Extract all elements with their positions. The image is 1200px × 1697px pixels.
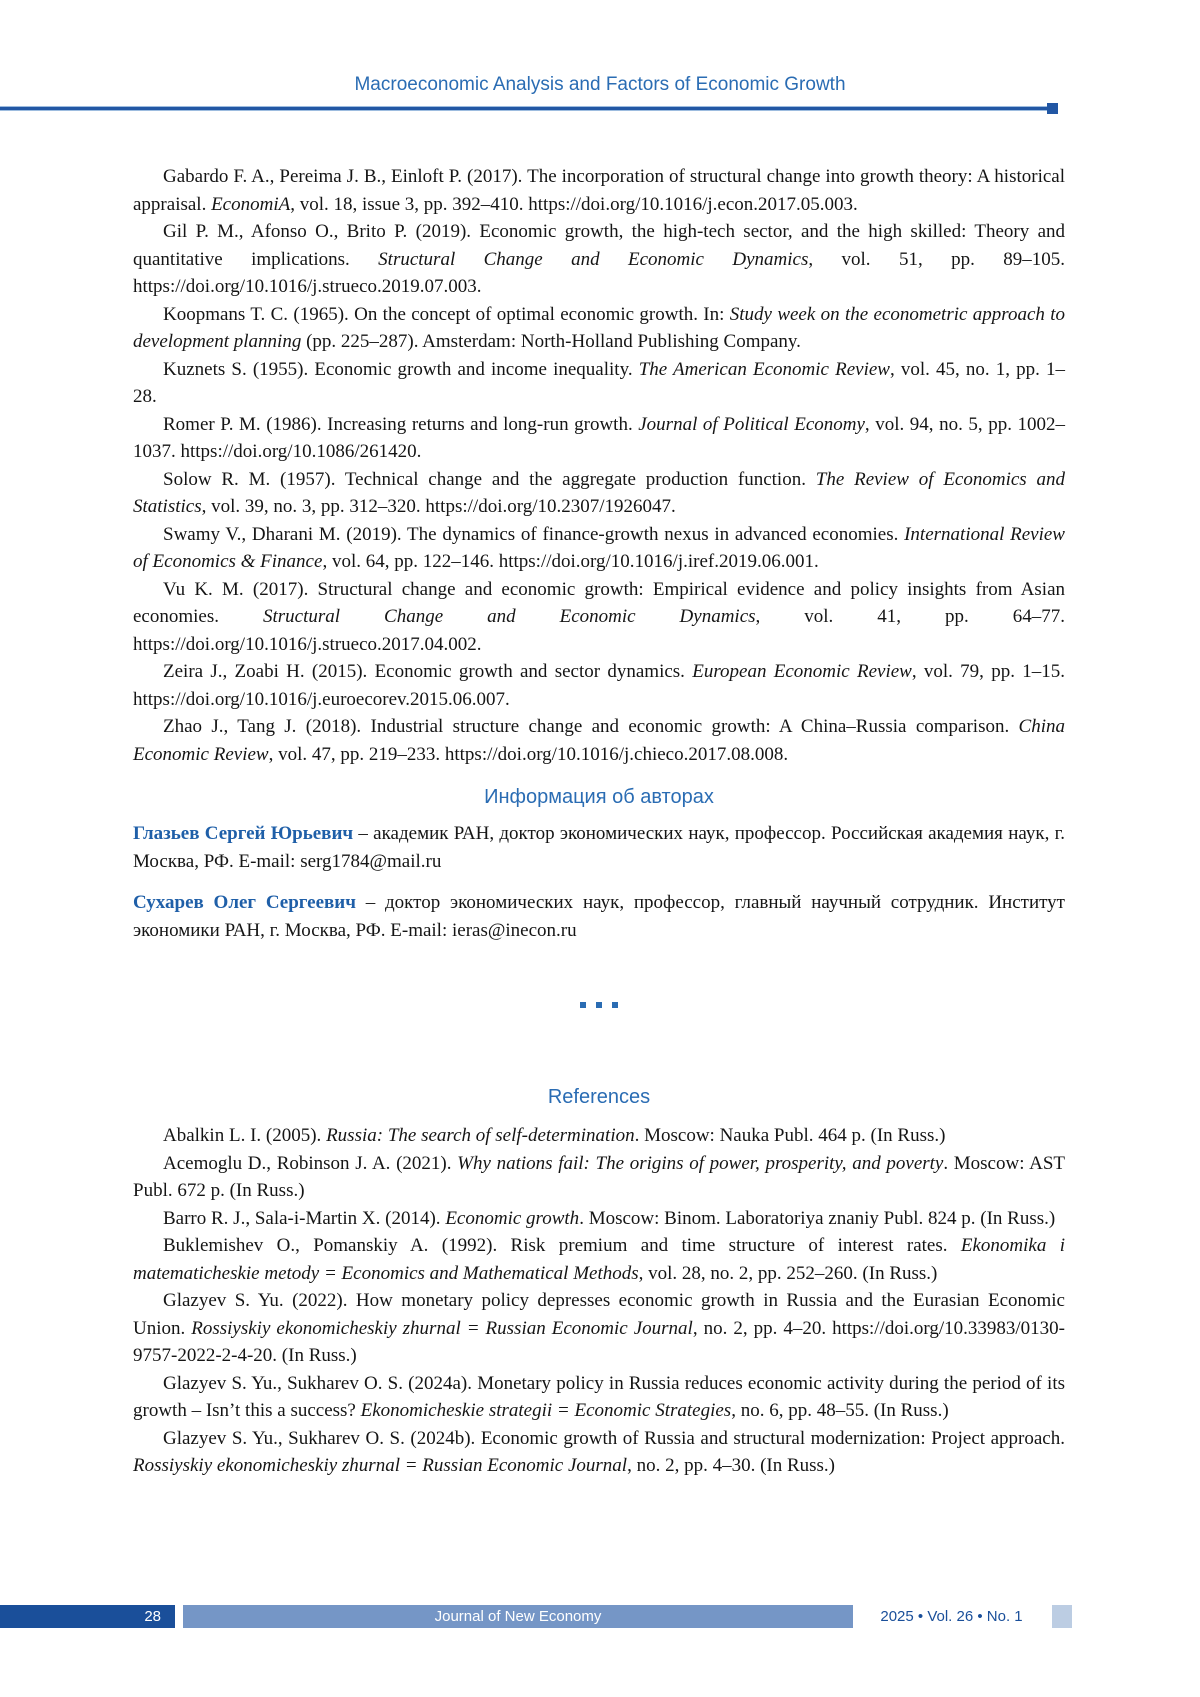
reference-source-italic: Structural Change and Economic Dynamics [378, 248, 809, 270]
reference-source-italic: Study week on the econometric approach to development planning [133, 303, 1066, 352]
separator-square-icon [612, 1002, 618, 1008]
reference-item: Gil P. M., Afonso O., Brito P. (2019). Economic growth, the high-tech sector, and the high skilled: Theory and quantitative implications. Structural Change and Economic Dynamics, vol. 51, pp. 89–105. https://doi.org/10.1016/j.strueco.2019.07.003. [133, 221, 1065, 297]
running-head [0, 0, 1200, 111]
reference-source-italic: Economic growth [445, 1207, 580, 1229]
reference-source-italic: European Economic Review [692, 661, 912, 682]
reference-source-italic: Journal of Political Economy [638, 413, 865, 435]
reference-item: Vu K. M. (2017). Structural change and economic growth: Empirical evidence and policy insights from Asian economies. Structural Change and Economic Dynamics, vol. 41, pp. 64–77. https://doi.org/10.1016/j.strueco.2017.04.002. [133, 578, 1065, 655]
reference-item: Zeira J., Zoabi H. (2015). Economic growth and sector dynamics. European Economic Review, vol. 79, pp. 1–15. https://doi.org/10.1016/j.euroecorev.2015.06.007. [133, 661, 1066, 710]
reference-item: Glazyev S. Yu., Sukharev O. S. (2024b). Economic growth of Russia and structural modernization: Project approach. Rossiyskiy ekonomicheskiy zhurnal = Russian Economic Journal, no. 2, pp. 4–30. (In Russ.) [133, 1427, 1065, 1476]
running-head-title: Macroeconomic Analysis and Factors of Economic Growth [354, 74, 846, 95]
reference-source-italic: The Review of Economics and Statistics [133, 468, 1065, 517]
author-name: Сухарев Олег Сергеевич [133, 892, 356, 913]
author-info: Глазьев Сергей Юрьевич – академик РАН, доктор экономических наук, профессор. Российская академия наук, г. Москва, РФ. E-mail: serg1784@mail.ru [133, 823, 1065, 872]
journal-name: Journal of New Economy [434, 1608, 602, 1625]
reference-item: Glazyev S. Yu. (2022). How monetary policy depresses economic growth in Russia and the Eurasian Economic Union. Rossiyskiy ekonomicheskiy zhurnal = Russian Economic Journal, no. 2, pp. 4–20. https://doi.org/10.33983/0130-9757-2022-2-4-20. (In Russ.) [133, 1290, 1065, 1366]
reference-source-italic: Rossiyskiy ekonomicheskiy zhurnal = Russian Economic Journal [133, 1455, 628, 1476]
reference-source-italic: The American Economic Review [638, 358, 890, 380]
page-number: 28 [144, 1608, 161, 1625]
author-name: Глазьев Сергей Юрьевич [133, 823, 354, 844]
reference-item: Acemoglu D., Robinson J. A. (2021). Why nations fail: The origins of power, prosperity, and poverty. Moscow: AST Publ. 672 p. (In Russ.) [133, 1152, 1066, 1201]
reference-item: Abalkin L. I. (2005). Russia: The search of self-determination. Moscow: Nauka Publ. 464 p. (In Russ.) [163, 1125, 946, 1146]
reference-source-italic: Ekonomika i matematicheskie metody = Economics and Mathematical Methods [133, 1235, 1065, 1284]
reference-item: Buklemishev O., Pomanskiy A. (1992). Risk premium and time structure of interest rates. Ekonomika i matematicheskie metody = Economics and Mathematical Methods, vol. 28, no. 2, pp. 252–260. (In Russ.) [133, 1235, 1065, 1284]
reference-item: Koopmans T. C. (1965). On the concept of optimal economic growth. In: Study week on the econometric approach to development planning (pp. 225–287). Amsterdam: North-Holland Publishing Company. [133, 303, 1066, 352]
reference-item: Barro R. J., Sala-i-Martin X. (2014). Economic growth. Moscow: Binom. Laboratoriya znaniy Publ. 824 p. (In Russ.) [163, 1207, 1056, 1229]
references-list [133, 1122, 1065, 1480]
reference-source-italic: EconomiA [211, 193, 291, 215]
reference-item: Romer P. M. (1986). Increasing returns and long-run growth. Journal of Political Economy, vol. 94, no. 5, pp. 1002–1037. https://doi.org/10.1086/261420. [133, 413, 1065, 462]
authors-list [133, 820, 1065, 944]
reference-source-italic: International Review of Economics & Finance [133, 523, 1065, 572]
footer-endcap-square [1052, 1605, 1072, 1628]
reference-item: Zhao J., Tang J. (2018). Industrial structure change and economic growth: A China–Russia comparison. China Economic Review, vol. 47, pp. 219–233. https://doi.org/10.1016/j.chieco.2017.08.008. [133, 716, 1065, 765]
reference-source-italic: Ekonomicheskie strategii = Economic Strategies [360, 1400, 732, 1421]
bibliography-list [133, 163, 1065, 768]
section-separator [133, 1002, 1065, 1008]
reference-source-italic: Structural Change and Economic Dynamics [262, 606, 756, 627]
rule-endcap-square [1047, 103, 1058, 114]
reference-item: Gabardo F. A., Pereima J. B., Einloft P. (2017). The incorporation of structural change into growth theory: A historical appraisal. EconomiA, vol. 18, issue 3, pp. 392–410. https://doi.org/10.1016/j.econ.2017.05.003. [133, 166, 1065, 215]
issue-info: 2025 • Vol. 26 • No. 1 [880, 1608, 1023, 1625]
references-section-heading: References [547, 1086, 651, 1108]
reference-source-italic: Russia: The search of self-determination [326, 1125, 635, 1146]
reference-item: Glazyev S. Yu., Sukharev O. S. (2024a). Monetary policy in Russia reduces economic activity during the period of its growth – Isn’t this a success? Ekonomicheskie strategii = Economic Strategies, no. 6, pp. 48–55. (In Russ.) [133, 1372, 1065, 1421]
reference-source-italic: China Economic Review [133, 716, 1065, 765]
separator-square-icon [580, 1002, 586, 1008]
separator-square-icon [596, 1002, 602, 1008]
authors-info-section [133, 784, 1065, 944]
reference-source-italic: Why nations fail: The origins of power, prosperity, and poverty [457, 1152, 944, 1174]
reference-item: Solow R. M. (1957). Technical change and the aggregate production function. The Review of Economics and Statistics, vol. 39, no. 3, pp. 312–320. https://doi.org/10.2307/1926047. [133, 468, 1065, 517]
reference-source-italic: Rossiyskiy ekonomicheskiy zhurnal = Russian Economic Journal [191, 1317, 693, 1339]
authors-section-heading: Информация об авторах [484, 786, 714, 808]
page-number-badge [0, 1605, 175, 1628]
reference-item: Kuznets S. (1955). Economic growth and income inequality. The American Economic Review, vol. 45, no. 1, pp. 1–28. [133, 358, 1065, 407]
header-rule [0, 106, 1047, 111]
reference-item: Swamy V., Dharani M. (2019). The dynamics of finance-growth nexus in advanced economies. International Review of Economics & Finance, vol. 64, pp. 122–146. https://doi.org/10.1016/j.iref.2019.06.001. [133, 523, 1065, 572]
page-content [0, 163, 1200, 1480]
references-section [133, 1084, 1065, 1480]
journal-name-bar [183, 1605, 853, 1628]
author-info: Сухарев Олег Сергеевич – доктор экономических наук, профессор, главный научный сотрудник. Институт экономики РАН, г. Москва, РФ. E-mail: ieras@inecon.ru [133, 892, 1065, 941]
page-footer [0, 1605, 1200, 1628]
bibliography-section [133, 163, 1065, 768]
